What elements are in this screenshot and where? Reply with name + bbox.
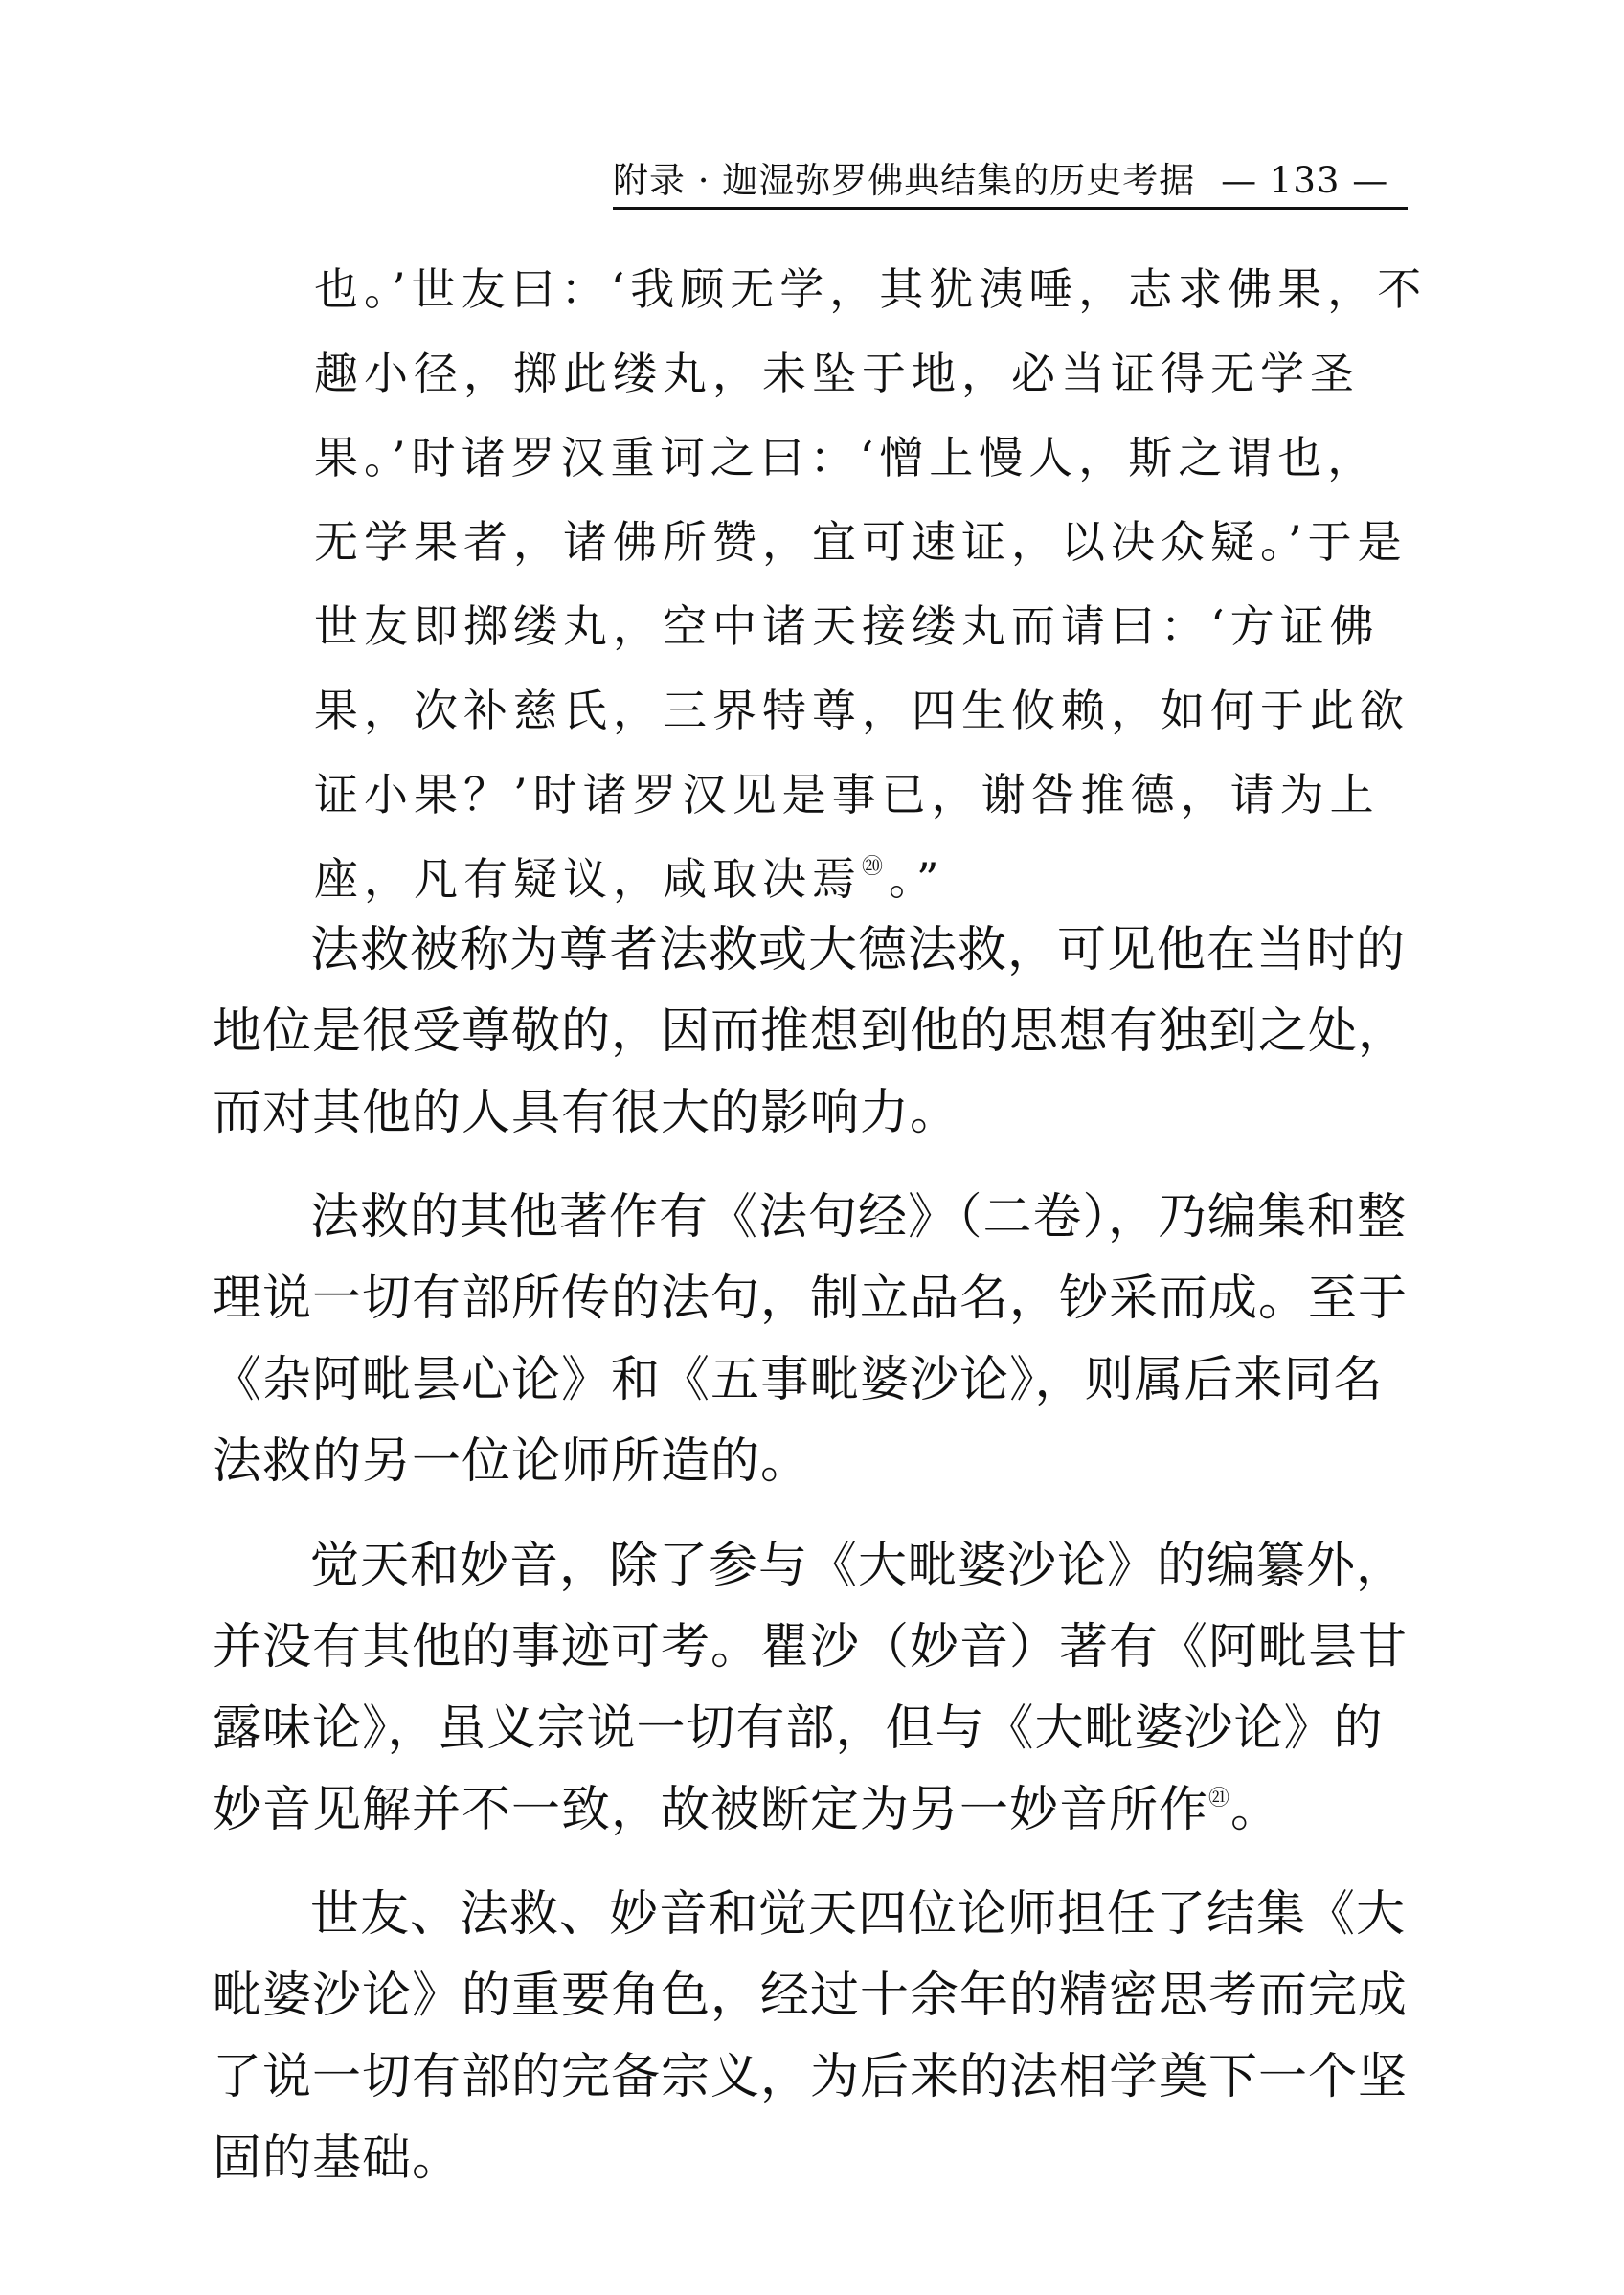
header-title: 迦湿弥罗佛典结集的历史考据 <box>722 160 1196 201</box>
quote-line-last <box>314 837 1320 921</box>
paragraph <box>213 1525 1419 1851</box>
quote-line: 无学果者，诸佛所赞，宜可速证，以决众疑。’于是 <box>314 516 1408 568</box>
footnote-marker: ㉑ <box>1208 1787 1231 1811</box>
paragraph-text: 觉天和妙音，除了参与《大毗婆沙论》的编纂外，并没有其他的事迹可考。瞿沙（妙音）著有《阿毗昙甘露味论》，虽义宗说一切有部，但与《大毗婆沙论》的妙音见解并不一致，故被断定为另一妙音所作 <box>213 1538 1409 1838</box>
quote-line: 趣小径，掷此缕丸，未坠于地，必当证得无学圣 <box>314 348 1360 399</box>
quote-last-end: 。” <box>889 853 945 905</box>
quote-line: 果，次补慈氏，三界特尊，四生攸赖，如何于此欲 <box>314 685 1410 736</box>
quote-line: 也。’世友曰：‘我顾无学，其犹洟唾，志求佛果，不 <box>314 263 1428 315</box>
block-quote <box>314 247 1428 921</box>
quote-last-text: 座，凡有疑议，咸取决焉 <box>314 853 862 905</box>
footnote-marker: ⑳ <box>862 855 890 879</box>
paragraph-end: 。 <box>1230 1782 1281 1838</box>
page-number: — 133 — <box>1221 160 1389 201</box>
paragraph: 法救的其他著作有《法句经》（二卷），乃编集和整理说一切有部所传的法句，制立品名，钞采而成。至于《杂阿毗昙心论》和《五事毗婆沙论》，则属后来同名法救的另一位论师所造的。 <box>213 1189 1409 1490</box>
paragraph: 法救被称为尊者法救或大德法救，可见他在当时的地位是很受尊敬的，因而推想到他的思想有独到之处，而对其他的人具有很大的影响力。 <box>213 922 1409 1141</box>
quote-line: 果。’时诸罗汉重诃之曰：‘憎上慢人，斯之谓也， <box>314 432 1378 484</box>
running-header <box>613 151 1408 210</box>
paragraph: 世友、法救、妙音和觉天四位论师担任了结集《大毗婆沙论》的重要角色，经过十余年的精密思考而完成了说一切有部的完备宗义，为后来的法相学奠下一个坚固的基础。 <box>213 1886 1409 2187</box>
body-text <box>213 910 1419 2222</box>
quote-line: 证小果？’时诸罗汉见是事已，谢咎推德，请为上 <box>314 769 1380 821</box>
quote-line: 世友即掷缕丸，空中诸天接缕丸而请曰：‘方证佛 <box>314 600 1380 652</box>
header-section: 附录 · <box>613 160 710 201</box>
